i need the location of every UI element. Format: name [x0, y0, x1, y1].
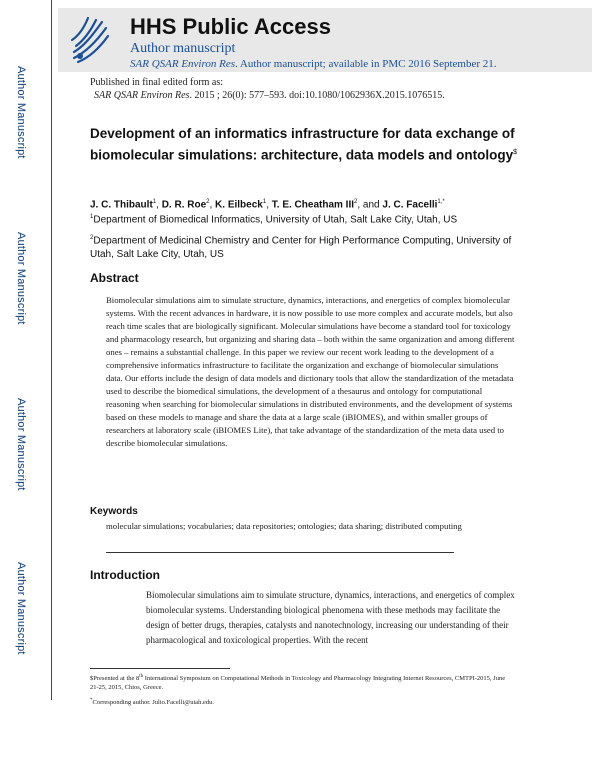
footnote-text: Presented at the 8	[93, 675, 140, 683]
publication-details: . 2015 ; 26(0): 577–593. doi:10.1080/1062936X.2015.1076515.	[189, 90, 445, 101]
title-footnote-mark: $	[513, 149, 517, 156]
abstract-heading: Abstract	[90, 271, 139, 285]
author-separator: ,	[156, 199, 162, 211]
hhs-subtitle: Author manuscript	[130, 41, 236, 56]
author-affil-mark: 1	[152, 199, 157, 205]
journal-name: SAR QSAR Environ Res	[130, 58, 235, 70]
author-name: D. R. Roe	[161, 199, 207, 211]
introduction-heading: Introduction	[90, 568, 160, 582]
keywords-heading: Keywords	[90, 506, 138, 517]
author-manuscript-label: Author Manuscript	[15, 66, 27, 159]
author-affil-mark: 1	[262, 199, 267, 205]
journal-name: SAR QSAR Environ Res	[94, 90, 190, 101]
author-affil-mark: 1,*	[437, 199, 445, 205]
keywords-divider	[106, 552, 454, 553]
affiliation-mark: 2	[90, 235, 94, 241]
author-affil-mark: 2	[206, 199, 210, 205]
footnote-divider	[90, 668, 230, 669]
author-manuscript-label: Author Manuscript	[15, 398, 27, 491]
hhs-title: HHS Public Access	[130, 14, 331, 39]
author-name: K. Eilbeck	[215, 199, 263, 211]
affiliation-text: Department of Medicinal Chemistry and Center for High Performance Computing, University of Utah, Salt Lake City, Utah, US	[90, 235, 512, 261]
margin-divider	[51, 0, 52, 700]
footnote-ordinal: th	[139, 674, 144, 679]
publication-citation	[90, 89, 445, 102]
affiliation	[90, 210, 530, 227]
footnote-text: International Symposium on Computational Methods in Toxicology and Pharmacology Integrating Internet Resources, CMTPI-2015, June 21-25, 2015, Chios, Greece.	[90, 675, 506, 692]
article-title	[90, 124, 520, 165]
author-affil-mark: 2	[354, 199, 358, 205]
footnote-mark: *	[90, 698, 93, 703]
left-margin-labels	[0, 0, 40, 776]
author-separator: , and	[357, 199, 383, 211]
article-title-text: Development of an informatics infrastructure for data exchange of biomolecular simulations: architecture, data models and ontology	[90, 126, 515, 163]
hhs-header	[58, 8, 592, 72]
affiliation-text: Department of Biomedical Informatics, University of Utah, Salt Lake City, Utah, US	[93, 214, 458, 226]
abstract-text: Biomolecular simulations aim to simulate structure, dynamics, interactions, and energetics of complex biomolecular systems. With the recent advances in hardware, it is now possible to use more complex and accurate models, but also reach time scales that are biologically significant. Molecular simulations have become a standard tool for toxicology and pharmacology research, but organizing and sharing data – both within the same organization and among different ones – remains a substantial challenge. In this paper we review our recent work leading to the development of a comprehensive informatics infrastructure to facilitate the organization and exchange of biomolecular simulations data. Our efforts include the design of data models and dictionary tools that allow the standardization of the metadata used to describe the biomedical simulations, the development of a thesaurus and ontology for computational reasoning when searching for biomolecular simulations in distributed environments, and the development of systems based on these models to manage and share the data at a large scale (iBIOMES), and within smaller groups of researchers at laboratory scale (iBIOMES Lite), that take advantage of the standardization of the meta data used to describe biomolecular simulations.	[106, 295, 515, 448]
author-manuscript-label: Author Manuscript	[15, 562, 27, 655]
hhs-citation	[130, 58, 497, 71]
footnote-text: Corresponding author. Julio.Facelli@utah.edu.	[92, 699, 215, 707]
author-separator: ,	[266, 199, 272, 211]
author-separator: ,	[209, 199, 216, 211]
citation-text: . Author manuscript; available in PMC 2016 September 21.	[234, 58, 497, 70]
footnote-conference	[90, 672, 510, 692]
footnote-corresponding	[90, 696, 510, 707]
author-name: J. C. Thibault	[90, 199, 153, 211]
keywords-text: molecular simulations; vocabularies; data repositories; ontologies; data sharing; distributed computing	[106, 521, 462, 531]
published-label: Published in final edited form as:	[90, 77, 224, 88]
affiliation	[90, 231, 530, 262]
author-name: T. E. Cheatham III	[271, 199, 355, 211]
footnote-mark: $	[90, 675, 94, 683]
hhs-eagle-logo	[66, 12, 112, 66]
affiliation-mark: 1	[90, 214, 94, 220]
publication-info	[90, 76, 445, 102]
author-manuscript-label: Author Manuscript	[15, 232, 27, 325]
author-name: J. C. Facelli	[382, 199, 438, 211]
introduction-text: Biomolecular simulations aim to simulate structure, dynamics, interactions, and energetics of complex biomolecular systems. Understanding biological phenomena with these methods may facilitate the design of better drugs, therapies, catalysts and nanotechnology, increasing our understanding of their pharmacological and toxicological properties. With the recent	[146, 590, 515, 645]
